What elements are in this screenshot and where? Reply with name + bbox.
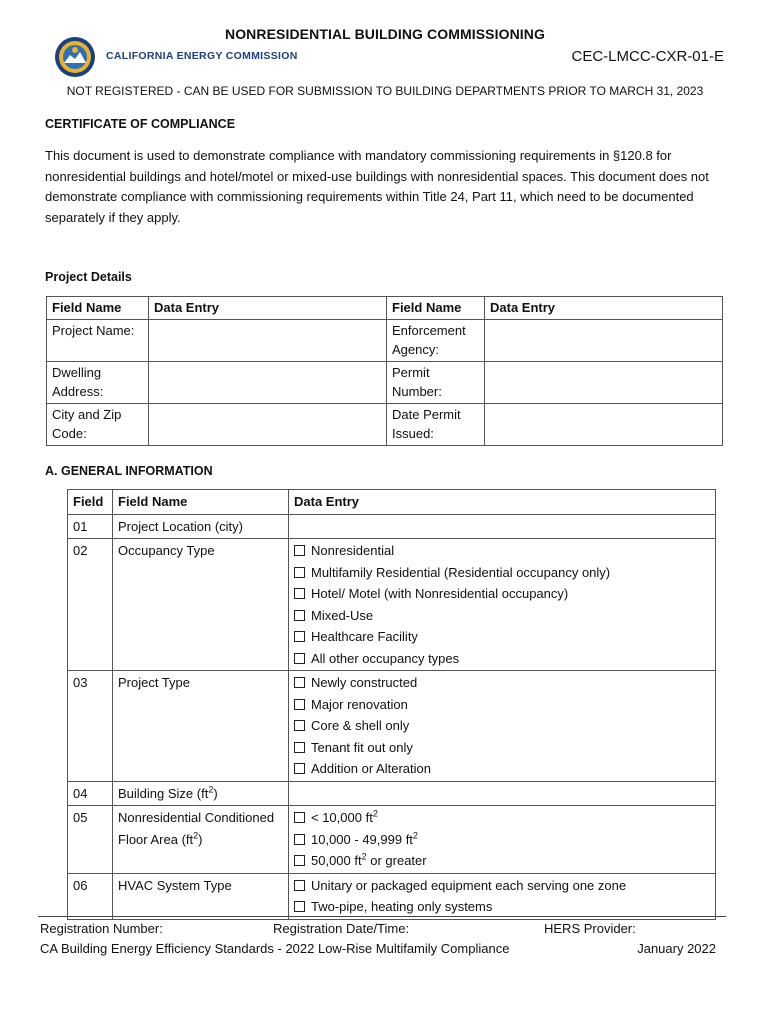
project-type-options [289, 671, 716, 782]
intro-paragraph: This document is used to demonstrate compliance with mandatory commissioning requirements in §120.8 for nonresidential buildings and hotel/motel or mixed-use buildings with nonresidential spaces. This document does not demonstrate compliance with commissioning requirements within Title 24, Part 11, which need to be documented separately if they apply. [45, 148, 709, 225]
option-label: Multifamily Residential (Residential occupancy only) [311, 564, 611, 580]
table-row [68, 806, 716, 874]
option-label: 10,000 - 49,999 ft [311, 831, 413, 847]
checkbox-option[interactable] [294, 626, 710, 648]
checkbox-option[interactable] [294, 540, 710, 562]
checkbox-icon[interactable] [294, 631, 305, 642]
field-number: 06 [68, 873, 113, 919]
field-name-text: Nonresidential Conditioned Floor Area (ft [118, 810, 275, 847]
superscript: 2 [208, 784, 214, 795]
column-header: Data Entry [289, 490, 716, 515]
general-information-table [67, 489, 716, 920]
checkbox-option[interactable] [294, 737, 710, 759]
table-header-row [68, 490, 716, 515]
table-row [68, 873, 716, 919]
option-label: Healthcare Facility [311, 629, 418, 644]
option-label: Unitary or packaged equipment each serving one zone [311, 877, 627, 893]
city-zip-label: City and Zip Code: [47, 403, 149, 445]
checkbox-option[interactable] [294, 896, 710, 918]
checkbox-icon[interactable] [294, 699, 305, 710]
hers-provider-label: HERS Provider: [544, 921, 636, 936]
field-number: 04 [68, 781, 113, 806]
table-row [68, 781, 716, 806]
form-id: CEC-LMCC-CXR-01-E [571, 48, 724, 65]
checkbox-option[interactable] [294, 648, 710, 670]
permit-number-label: Permit Number: [387, 361, 485, 403]
checkbox-icon[interactable] [294, 763, 305, 774]
option-label: Nonresidential [311, 543, 395, 558]
option-label: Major renovation [311, 696, 408, 712]
checkbox-icon[interactable] [294, 677, 305, 688]
checkbox-icon[interactable] [294, 834, 305, 845]
floor-area-options [289, 806, 716, 874]
checkbox-option[interactable] [294, 875, 710, 897]
table-row [47, 319, 723, 361]
option-label: Mixed-Use [311, 607, 374, 623]
date-permit-issued-label: Date Permit Issued: [387, 403, 485, 445]
checkbox-icon[interactable] [294, 720, 305, 731]
field-name: Occupancy Type [113, 539, 289, 671]
column-header: Field Name [387, 297, 485, 320]
option-label: Two-pipe, heating only systems [311, 899, 493, 914]
checkbox-icon[interactable] [294, 545, 305, 556]
project-details-table [46, 296, 723, 446]
agency-name: CALIFORNIA ENERGY COMMISSION [106, 50, 298, 62]
field-name-text: Building Size (ft [118, 785, 209, 801]
field-name-tail: ) [198, 831, 203, 847]
option-label: Core & shell only [311, 718, 410, 733]
general-information-heading: A. GENERAL INFORMATION [45, 464, 213, 478]
footer-divider [38, 916, 726, 917]
registration-number-label: Registration Number: [40, 921, 163, 936]
project-location-field[interactable] [289, 514, 716, 539]
checkbox-option[interactable] [294, 583, 710, 605]
building-size-field[interactable] [289, 781, 716, 806]
option-label: 50,000 ft [311, 853, 362, 868]
table-row [68, 514, 716, 539]
checkbox-option[interactable] [294, 758, 710, 780]
checkbox-option[interactable] [294, 672, 710, 694]
footer-date: January 2022 [637, 941, 716, 956]
dwelling-address-field[interactable] [149, 361, 387, 403]
column-header: Data Entry [485, 297, 723, 320]
checkbox-option[interactable] [294, 715, 710, 737]
checkbox-option[interactable] [294, 850, 710, 872]
checkbox-option[interactable] [294, 829, 710, 851]
registration-notice: NOT REGISTERED - CAN BE USED FOR SUBMISSION TO BUILDING DEPARTMENTS PRIOR TO MARCH 31, 2023 [66, 84, 704, 98]
permit-number-field[interactable] [485, 361, 723, 403]
field-number: 03 [68, 671, 113, 782]
field-name [113, 806, 289, 874]
hvac-type-options [289, 873, 716, 919]
table-row [68, 671, 716, 782]
date-permit-issued-field[interactable] [485, 403, 723, 445]
field-number: 05 [68, 806, 113, 874]
superscript: 2 [412, 830, 418, 841]
city-zip-field[interactable] [149, 403, 387, 445]
superscript: 2 [361, 851, 367, 862]
checkbox-icon[interactable] [294, 855, 305, 866]
occupancy-type-options [289, 539, 716, 671]
field-name-tail: ) [213, 785, 218, 801]
dwelling-address-label: Dwelling Address: [47, 361, 149, 403]
column-header: Field Name [47, 297, 149, 320]
project-name-label: Project Name: [47, 319, 149, 361]
checkbox-option[interactable] [294, 605, 710, 627]
option-label: Addition or Alteration [311, 761, 431, 776]
field-name [113, 781, 289, 806]
option-label: Newly constructed [311, 675, 418, 690]
checkbox-icon[interactable] [294, 880, 305, 891]
column-header: Field [68, 490, 113, 515]
checkbox-icon[interactable] [294, 812, 305, 823]
option-label: Hotel/ Motel (with Nonresidential occupancy) [311, 586, 569, 601]
column-header: Data Entry [149, 297, 387, 320]
enforcement-agency-field[interactable] [485, 319, 723, 361]
checkbox-icon[interactable] [294, 567, 305, 578]
state-seal-icon [54, 36, 96, 78]
field-number: 02 [68, 539, 113, 671]
checkbox-icon[interactable] [294, 588, 305, 599]
table-header-row [47, 297, 723, 320]
field-name: Project Location (city) [113, 514, 289, 539]
cec-logo [54, 36, 298, 80]
form-title: NONRESIDENTIAL BUILDING COMMISSIONING [224, 26, 545, 42]
checkbox-option[interactable] [294, 807, 710, 829]
project-details-heading: Project Details [45, 270, 132, 284]
option-tail: or greater [366, 853, 427, 868]
checkbox-icon[interactable] [294, 653, 305, 664]
field-name: HVAC System Type [113, 873, 289, 919]
checkbox-icon[interactable] [294, 901, 305, 912]
table-row [68, 539, 716, 671]
option-label: All other occupancy types [311, 650, 460, 666]
checkbox-option[interactable] [294, 694, 710, 716]
checkbox-icon[interactable] [294, 610, 305, 621]
table-row [47, 361, 723, 403]
checkbox-option[interactable] [294, 562, 710, 584]
superscript: 2 [372, 808, 378, 819]
checkbox-icon[interactable] [294, 742, 305, 753]
superscript: 2 [193, 830, 199, 841]
table-row [47, 403, 723, 445]
registration-date-label: Registration Date/Time: [273, 921, 410, 936]
project-name-field[interactable] [149, 319, 387, 361]
field-name: Project Type [113, 671, 289, 782]
option-label: < 10,000 ft [311, 810, 373, 825]
certificate-heading: CERTIFICATE OF COMPLIANCE [45, 117, 236, 131]
option-label: Tenant fit out only [311, 739, 413, 755]
standards-footer: CA Building Energy Efficiency Standards - 2022 Low-Rise Multifamily Compliance [40, 941, 510, 956]
column-header: Field Name [113, 490, 289, 515]
field-number: 01 [68, 514, 113, 539]
enforcement-agency-label: Enforcement Agency: [387, 319, 485, 361]
